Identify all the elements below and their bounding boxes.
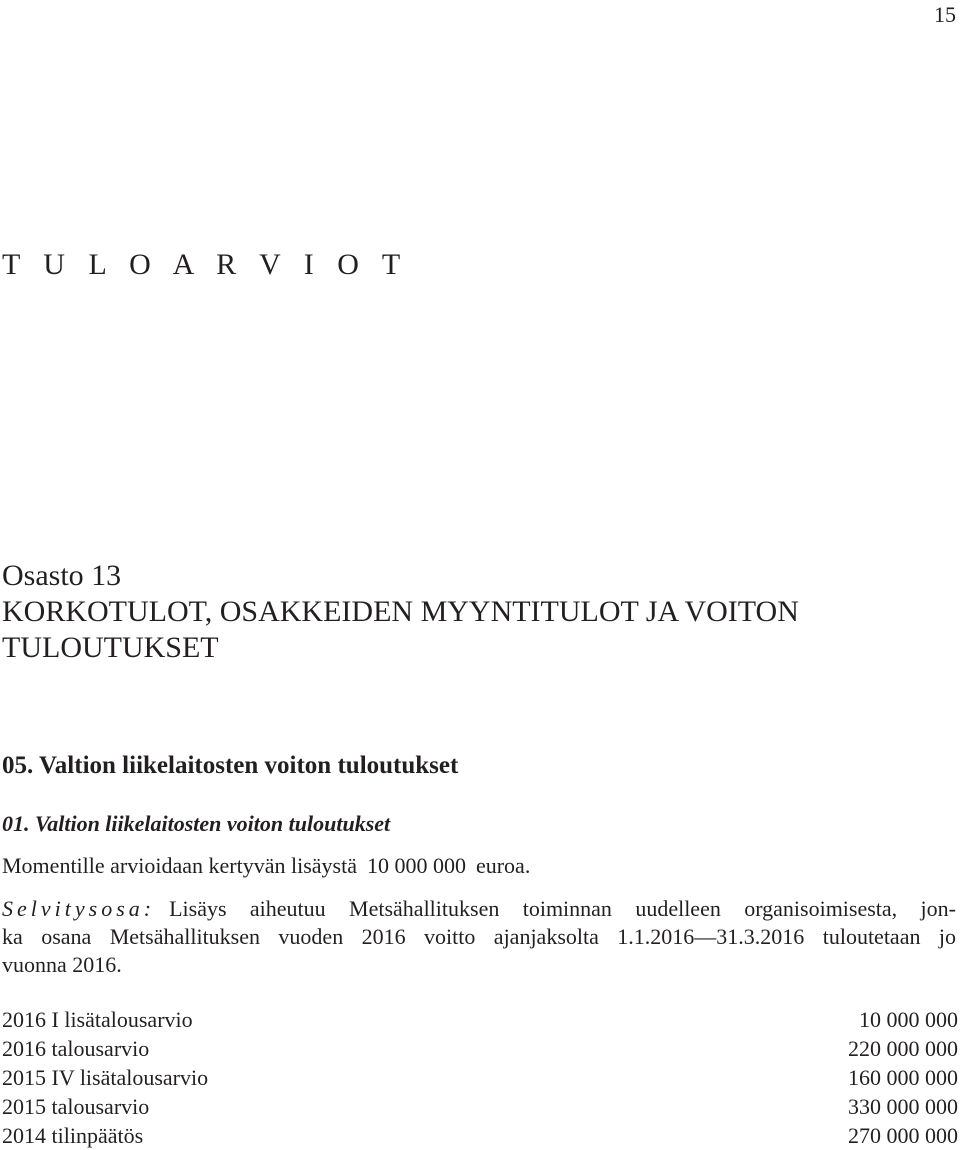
table-row [2, 1092, 958, 1121]
moment-amount: 10 000 000 [366, 853, 466, 878]
budget-value: 10 000 000 [859, 1007, 958, 1032]
department-title-line1: KORKOTULOT, OSAKKEIDEN MYYNTITULOT JA VOITON [2, 595, 799, 628]
explanation-line-2: ka osana Metsähallituksen vuoden 2016 voitto ajanjaksolta 1.1.2016—31.3.2016 tuloutetaan jo [2, 924, 956, 949]
explanation-line-3: vuonna 2016. [2, 952, 122, 977]
table-row [2, 1005, 958, 1034]
department-title-line2: TULOUTUKSET [2, 631, 219, 664]
budget-label: 2015 talousarvio [2, 1094, 150, 1119]
main-title: T U L O A R V I O T [2, 248, 409, 281]
section-heading [2, 558, 799, 666]
explanation-line-1 [2, 895, 956, 923]
moment-text-before: Momentille arvioidaan kertyvän lisäystä [2, 853, 357, 878]
budget-history-table [2, 1005, 958, 1150]
department-number: Osasto 13 [2, 559, 122, 592]
budget-label: 2016 I lisätalousarvio [2, 1007, 193, 1032]
budget-value: 220 000 000 [848, 1036, 958, 1061]
budget-label: 2016 talousarvio [2, 1036, 150, 1061]
moment-title: 01. Valtion liikelaitosten voiton tuloutukset [2, 811, 391, 836]
explanation-line1-text: Lisäys aiheutuu Metsähallituksen toiminnan uudelleen organisoimisesta, jon- [169, 896, 956, 921]
table-row [2, 1121, 958, 1150]
page-number: 15 [934, 2, 956, 27]
budget-value: 160 000 000 [848, 1065, 958, 1090]
moment-text-after: euroa. [475, 853, 531, 878]
budget-value: 270 000 000 [848, 1123, 958, 1148]
explanation-paragraph [2, 895, 956, 979]
table-row [2, 1063, 958, 1092]
budget-value: 330 000 000 [848, 1094, 958, 1119]
moment-estimate [2, 853, 530, 879]
item-title: 05. Valtion liikelaitosten voiton tuloutukset [2, 752, 459, 779]
budget-label: 2015 IV lisätalousarvio [2, 1065, 209, 1090]
table-row [2, 1034, 958, 1063]
budget-label: 2014 tilinpäätös [2, 1123, 144, 1148]
explanation-label: Selvitysosa: [2, 896, 156, 921]
